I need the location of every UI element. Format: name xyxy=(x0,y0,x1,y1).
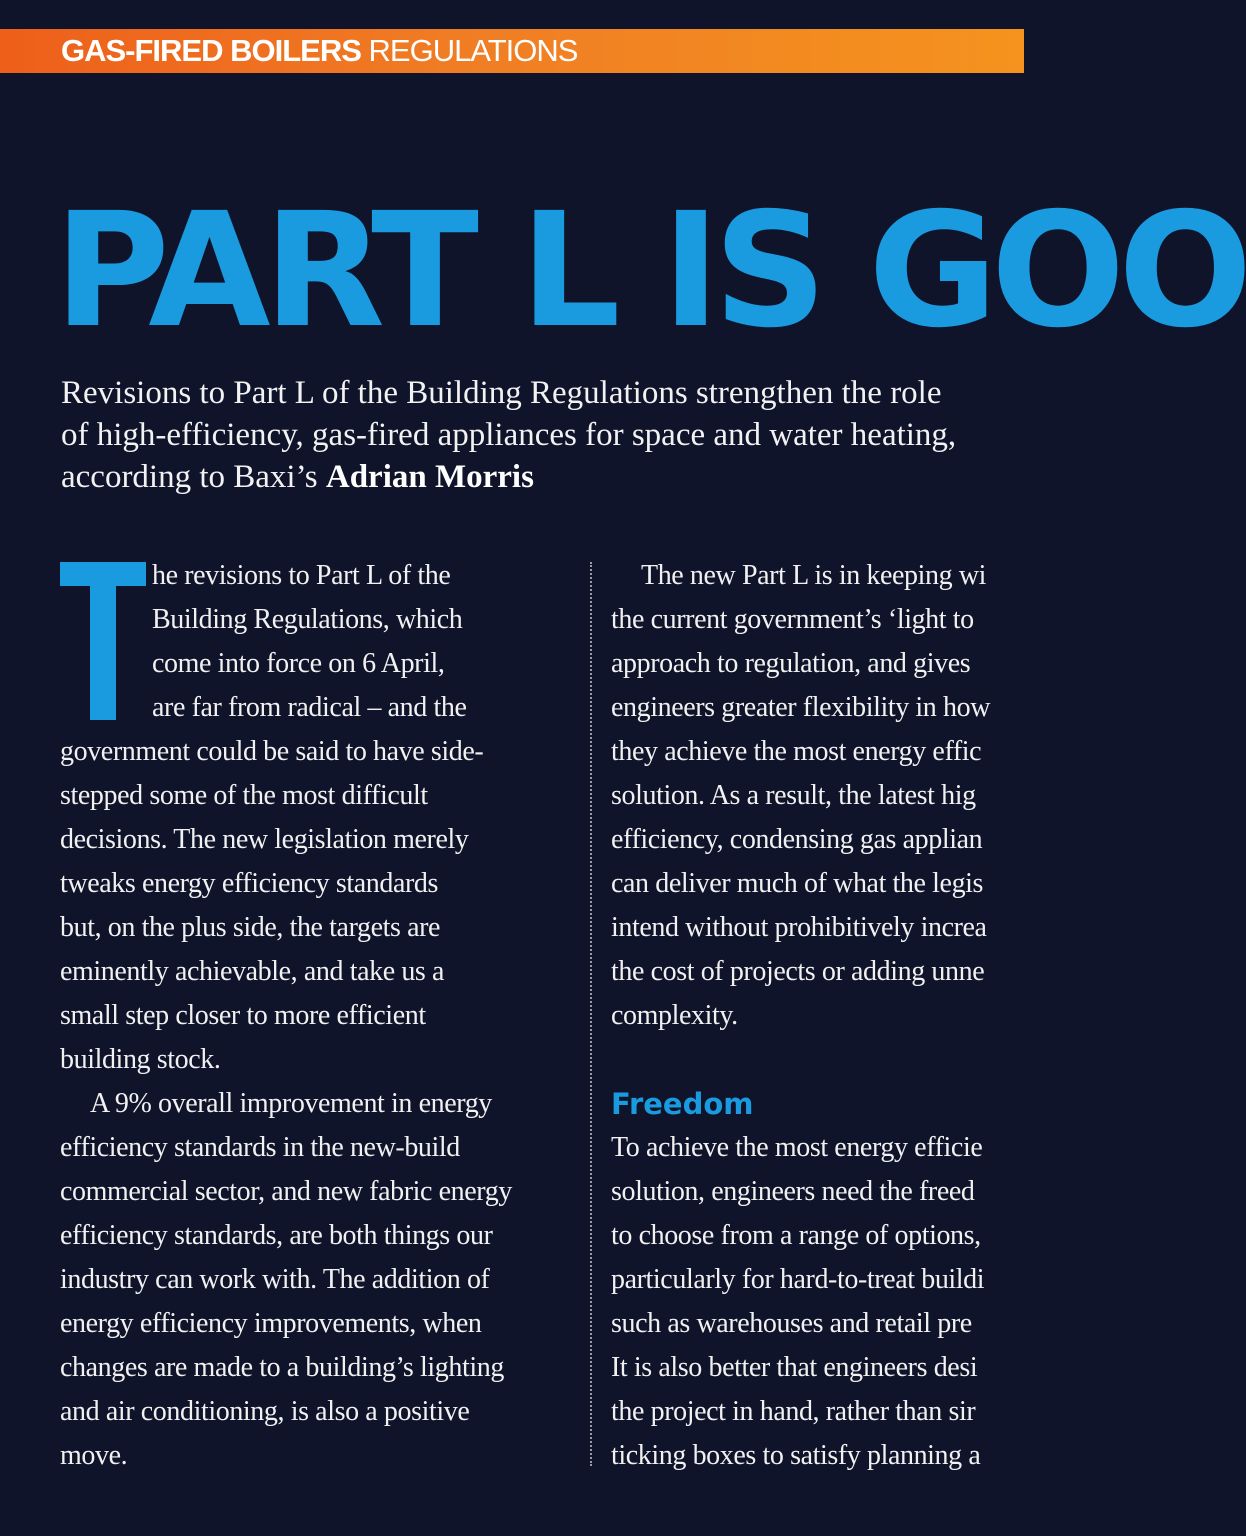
author-name: Adrian Morris xyxy=(325,459,534,495)
body-line: efficiency, condensing gas applian xyxy=(611,824,983,855)
article-headline: PART L IS GOO xyxy=(54,179,1246,363)
standfirst-line xyxy=(61,456,1024,498)
body-line: decisions. The new legislation merely xyxy=(60,824,469,855)
body-line: can deliver much of what the legis xyxy=(611,868,984,899)
body-line: complexity. xyxy=(611,1000,738,1031)
subheading-freedom: Freedom xyxy=(611,1087,754,1121)
body-line: they achieve the most energy effic xyxy=(611,736,982,767)
drop-cap-glyph xyxy=(60,562,146,720)
standfirst-prefix: according to Baxi’s xyxy=(61,459,326,495)
body-line: engineers greater flexibility in how xyxy=(611,692,991,723)
body-line: tweaks energy efficiency standards xyxy=(60,868,438,899)
body-line: industry can work with. The addition of xyxy=(60,1264,490,1295)
body-line: the project in hand, rather than sir xyxy=(611,1396,976,1427)
section-label-topic: GAS-FIRED BOILERS xyxy=(61,33,361,68)
body-line: move. xyxy=(60,1440,128,1471)
body-line: to choose from a range of options, xyxy=(611,1220,981,1251)
body-line: the current government’s ‘light to xyxy=(611,604,974,635)
right-column xyxy=(611,554,1024,1478)
standfirst-line: Revisions to Part L of the Building Regulations strengthen the role xyxy=(61,375,942,411)
body-line: come into force on 6 April, xyxy=(152,648,445,679)
body-line: changes are made to a building’s lighting xyxy=(60,1352,504,1383)
body-line: eminently achievable, and take us a xyxy=(60,956,445,987)
body-line: ticking boxes to satisfy planning a xyxy=(611,1440,981,1471)
standfirst-line: of high-efficiency, gas-fired appliances for space and water heating, xyxy=(61,417,957,453)
section-label xyxy=(61,32,577,70)
body-line: The new Part L is in keeping wi xyxy=(641,560,987,591)
section-header-bar xyxy=(0,29,1024,73)
body-line: intend without prohibitively increa xyxy=(611,912,987,943)
body-line: solution. As a result, the latest hig xyxy=(611,780,976,811)
body-line: are far from radical – and the xyxy=(152,692,467,723)
section-label-category: REGULATIONS xyxy=(368,33,578,68)
body-line: stepped some of the most difficult xyxy=(60,780,428,811)
left-column xyxy=(60,554,560,1478)
right-paragraph-1 xyxy=(611,554,1024,1038)
body-line: A 9% overall improvement in energy xyxy=(90,1088,492,1119)
drop-cap-letter xyxy=(60,720,61,721)
body-line: solution, engineers need the freed xyxy=(611,1176,975,1207)
left-paragraph-2 xyxy=(60,1082,560,1478)
body-line: efficiency standards in the new-build xyxy=(60,1132,460,1163)
column-divider xyxy=(590,562,592,1466)
body-line: Building Regulations, which xyxy=(152,604,463,635)
body-line: building stock. xyxy=(60,1044,221,1075)
body-line: small step closer to more efficient xyxy=(60,1000,426,1031)
body-line: such as warehouses and retail pre xyxy=(611,1308,972,1339)
right-paragraph-2 xyxy=(611,1126,1024,1478)
body-line: To achieve the most energy efficie xyxy=(611,1132,983,1163)
drop-cap xyxy=(60,562,150,727)
body-line: efficiency standards, are both things our xyxy=(60,1220,493,1251)
body-line: It is also better that engineers desi xyxy=(611,1352,978,1383)
body-line: but, on the plus side, the targets are xyxy=(60,912,441,943)
body-line: he revisions to Part L of the xyxy=(152,560,451,591)
body-line: commercial sector, and new fabric energy xyxy=(60,1176,512,1207)
body-line: government could be said to have side- xyxy=(60,736,484,767)
article-standfirst xyxy=(61,372,1024,498)
body-line: particularly for hard-to-treat buildi xyxy=(611,1264,985,1295)
body-line: energy efficiency improvements, when xyxy=(60,1308,482,1339)
body-line: the cost of projects or adding unne xyxy=(611,956,985,987)
body-line: approach to regulation, and gives xyxy=(611,648,971,679)
left-paragraph-1 xyxy=(60,554,560,1082)
body-line: and air conditioning, is also a positive xyxy=(60,1396,470,1427)
